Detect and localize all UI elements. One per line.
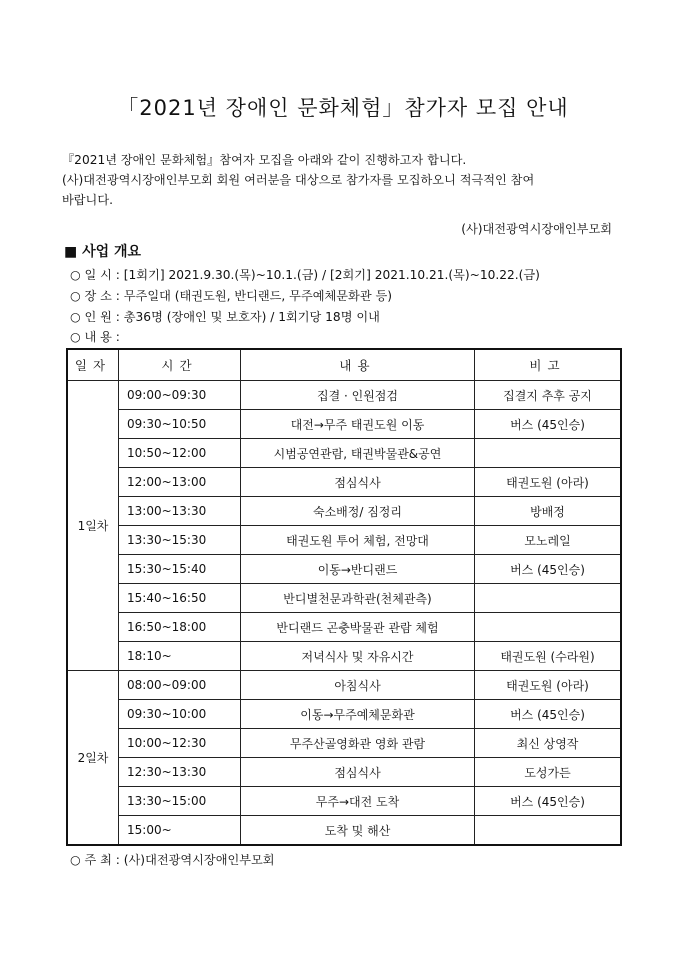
cell-note: 모노레일 — [475, 526, 622, 555]
table-row — [67, 642, 621, 671]
organizer-signature: (사)대전광역시장애인부모회 — [461, 222, 612, 236]
schedule-table — [66, 348, 622, 846]
cell-time: 10:50~12:00 — [119, 439, 241, 468]
cell-note: 버스 (45인승) — [475, 700, 622, 729]
cell-time: 12:30~13:30 — [119, 758, 241, 787]
cell-note: 버스 (45인승) — [475, 555, 622, 584]
cell-note — [475, 613, 622, 642]
cell-note: 태권도원 (아라) — [475, 468, 622, 497]
cell-note: 최신 상영작 — [475, 729, 622, 758]
table-row — [67, 410, 621, 439]
cell-time: 09:30~10:50 — [119, 410, 241, 439]
cell-content: 숙소배정/ 짐정리 — [241, 497, 475, 526]
header-time: 시간 — [119, 349, 241, 381]
cell-content: 무주산골영화관 영화 관람 — [241, 729, 475, 758]
cell-note — [475, 816, 622, 846]
info-people: ○ 인 원 : 총36명 (장애인 및 보호자) / 1회기당 18명 이내 — [70, 310, 380, 324]
day-label: 1일차 — [67, 381, 119, 671]
info-date: ○ 일 시 : [1회기] 2021.9.30.(목)~10.1.(금) / [2회기] 2021.10.21.(목)~10.22.(금) — [70, 268, 540, 282]
cell-note: 태권도원 (아라) — [475, 671, 622, 700]
header-content: 내용 — [241, 349, 475, 381]
cell-time: 15:00~ — [119, 816, 241, 846]
cell-time: 18:10~ — [119, 642, 241, 671]
cell-time: 08:00~09:00 — [119, 671, 241, 700]
cell-content: 대전→무주 태권도원 이동 — [241, 410, 475, 439]
table-row — [67, 671, 621, 700]
host-info: ○ 주 최 : (사)대전광역시장애인부모회 — [70, 853, 275, 867]
info-content: ○ 내 용 : — [70, 330, 120, 344]
header-note: 비고 — [475, 349, 622, 381]
cell-time: 13:30~15:30 — [119, 526, 241, 555]
cell-time: 15:30~15:40 — [119, 555, 241, 584]
intro-line: 『2021년 장애인 문화체험』참여자 모집을 아래와 같이 진행하고자 합니다. — [62, 153, 467, 167]
cell-content: 시범공연관람, 태권박물관&공연 — [241, 439, 475, 468]
cell-time: 13:30~15:00 — [119, 787, 241, 816]
table-body — [67, 381, 621, 846]
cell-content: 태권도원 투어 체험, 전망대 — [241, 526, 475, 555]
cell-time: 15:40~16:50 — [119, 584, 241, 613]
cell-time: 09:00~09:30 — [119, 381, 241, 410]
cell-content: 아침식사 — [241, 671, 475, 700]
intro-line: 바랍니다. — [62, 193, 113, 207]
cell-note: 버스 (45인승) — [475, 410, 622, 439]
info-place: ○ 장 소 : 무주일대 (태권도원, 반디랜드, 무주예체문화관 등) — [70, 289, 392, 303]
cell-note — [475, 584, 622, 613]
cell-note: 방배정 — [475, 497, 622, 526]
cell-content: 반디별천문과학관(천체관측) — [241, 584, 475, 613]
table-row — [67, 700, 621, 729]
header-date: 일자 — [67, 349, 119, 381]
table-row — [67, 729, 621, 758]
table-header-row — [67, 349, 621, 381]
cell-time: 09:30~10:00 — [119, 700, 241, 729]
intro-line: (사)대전광역시장애인부모회 회원 여러분을 대상으로 참가자를 모집하오니 적극적인 참여 — [62, 173, 535, 187]
cell-content: 무주→대전 도착 — [241, 787, 475, 816]
cell-note: 버스 (45인승) — [475, 787, 622, 816]
cell-time: 16:50~18:00 — [119, 613, 241, 642]
table-row — [67, 468, 621, 497]
table-row — [67, 439, 621, 468]
cell-note: 집결지 추후 공지 — [475, 381, 622, 410]
table-row — [67, 381, 621, 410]
cell-note: 도성가든 — [475, 758, 622, 787]
table-row — [67, 758, 621, 787]
intro-paragraph — [62, 150, 642, 210]
cell-content: 이동→무주예체문화관 — [241, 700, 475, 729]
cell-time: 12:00~13:00 — [119, 468, 241, 497]
table-row — [67, 526, 621, 555]
section-heading: ■ 사업 개요 — [64, 244, 142, 260]
page-title: 「2021년 장애인 문화체험」참가자 모집 안내 — [117, 96, 569, 120]
cell-content: 도착 및 해산 — [241, 816, 475, 846]
table-row — [67, 497, 621, 526]
table-row — [67, 816, 621, 846]
cell-content: 저녁식사 및 자유시간 — [241, 642, 475, 671]
cell-note: 태권도원 (수라원) — [475, 642, 622, 671]
cell-time: 13:00~13:30 — [119, 497, 241, 526]
cell-content: 점심식사 — [241, 758, 475, 787]
cell-content: 반디랜드 곤충박물관 관람 체험 — [241, 613, 475, 642]
table-row — [67, 613, 621, 642]
table-row — [67, 584, 621, 613]
cell-content: 점심식사 — [241, 468, 475, 497]
cell-time: 10:00~12:30 — [119, 729, 241, 758]
cell-content: 이동→반디랜드 — [241, 555, 475, 584]
cell-content: 집결 · 인원점검 — [241, 381, 475, 410]
cell-note — [475, 439, 622, 468]
table-row — [67, 787, 621, 816]
day-label: 2일차 — [67, 671, 119, 846]
table-row — [67, 555, 621, 584]
